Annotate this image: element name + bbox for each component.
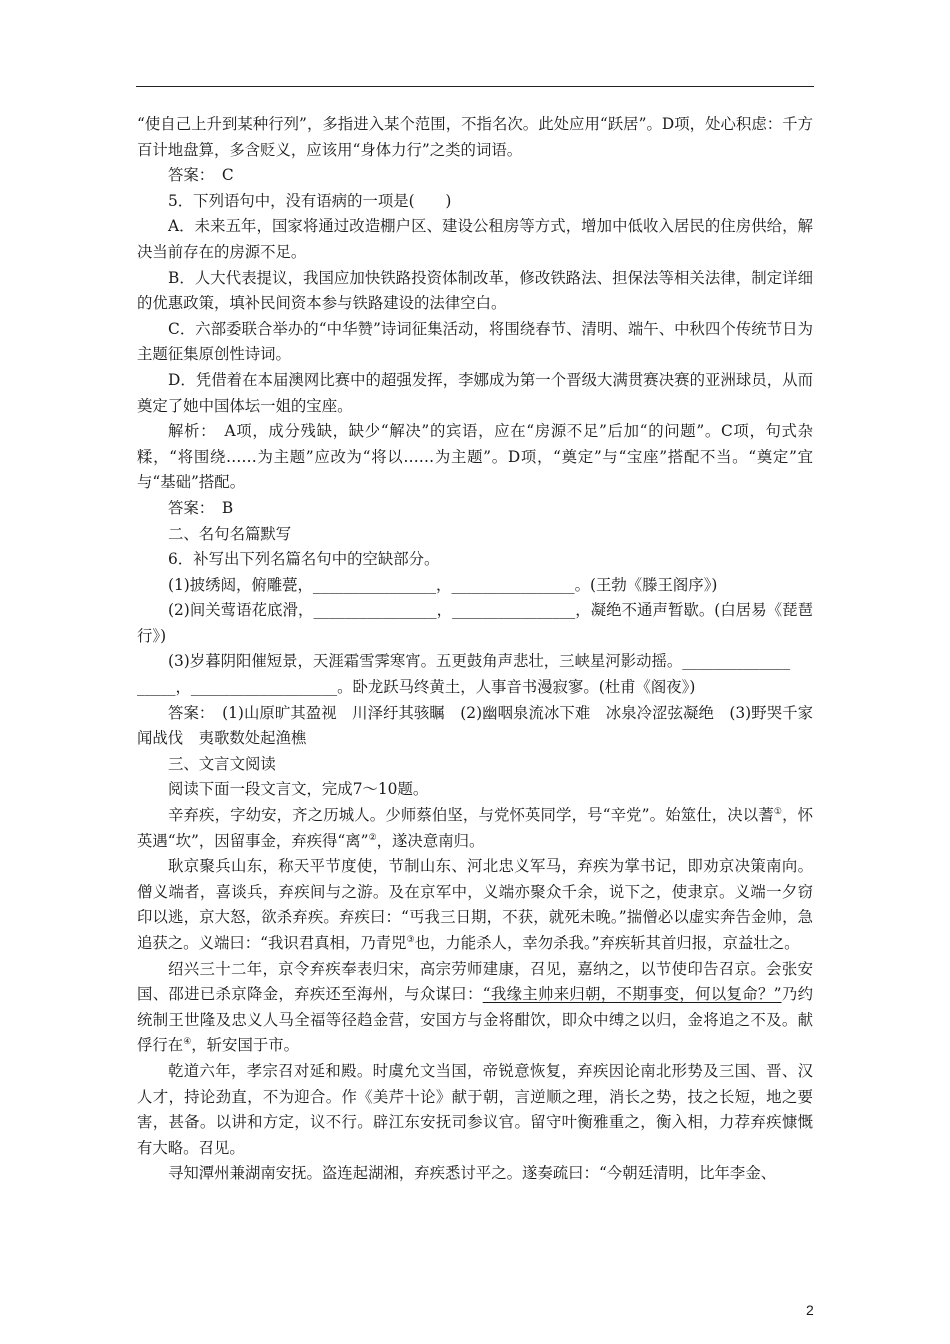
passage-paragraph-1 — [137, 803, 813, 854]
passage-paragraph-4: 乾道六年，孝宗召对延和殿。时虞允文当国，帝锐意恢复，弃疾因论南北形势及三国、晋、汉人才，持论劲直，不为迎合。作《美芹十论》献于朝，言逆顺之理，消长之势，技之长短，地之要害，甚备。以讲和方定，议不行。辟江东安抚司参议官。留守叶衡雅重之，衡入相，力荐弃疾慷慨有大略。召见。 — [137, 1061, 813, 1157]
underlined-sentence: “我缘主帅来归朝，不期事变，何以复命？” — [482, 985, 782, 1004]
passage-text: 耿京聚兵山东，称天平节度使，节制山东、河北忠义军马，弃疾为掌书记，即劝京决策南向。僧义端者，喜谈兵，弃疾间与之游。及在京军中，义端亦聚众千余，说下之，使隶京。义端一夕窃印以逃，京大怒，欲杀弃疾。弃疾曰：“丐我三日期，不获，就死未晚。”揣僧必以虚实奔告金帅，急追获之。义端曰：“我识君真相，乃青兕 — [137, 857, 813, 952]
passage-text: 绍兴三十二年，京令弃疾奉表归宋，高宗劳师建康，召见，嘉纳之，以节使印告召京。会张安国、邵进已杀京降金，弃疾还至海州，与众谋曰： — [137, 959, 813, 1004]
footnote-marker: ① — [773, 806, 783, 817]
passage-text: 也，力能杀人，幸勿杀我。”弃疾斩其首归报，京益壮之。 — [414, 934, 800, 952]
q5-option-b: B．人大代表提议，我国应加快铁路投资体制改革，修改铁路法、担保法等相关法律，制定详细的优惠政策，填补民间资本参与铁路建设的法律空白。 — [137, 268, 813, 313]
footnote-marker: ④ — [183, 1037, 192, 1048]
reading-instruction: 阅读下面一段文言文，完成7～10题。 — [168, 780, 429, 799]
q5-option-c: C．六部委联合举办的“中华赞”诗词征集活动，将围绕春节、清明、端午、中秋四个传统节日为主题征集原创性诗词。 — [137, 319, 813, 364]
footnote-marker: ② — [368, 832, 377, 843]
q5-analysis: 解析： A项，成分残缺，缺少“解决”的宾语，应在“房源不足”后加“的问题”。C项，句式杂糅，“将围绕……为主题”应改为“将以……为主题”。D项，“奠定”与“宝座”搭配不当。“奠定”宜与“基础”搭配。 — [137, 422, 813, 492]
q5-option-d: D．凭借着在本届澳网比赛中的超强发挥，李娜成为第一个晋级大满贯赛决赛的亚洲球员，从而奠定了她中国体坛一姐的宝座。 — [137, 370, 813, 415]
passage-text: ，遂决意南归。 — [376, 831, 485, 850]
footnote-marker: ③ — [406, 934, 415, 945]
passage-text: 乃约统制王世隆及忠义人马全福等径趋金营，安国方与金将酣饮，即众中缚之以归，金将追之不及。献俘行在 — [137, 985, 813, 1055]
passage-text: ，怀英遇“坎”，因留事金，弃疾得“离” — [137, 806, 813, 850]
q6-answer: 答案： (1)山原旷其盈视 川泽纡其骇瞩 (2)幽咽泉流冰下难 冰泉冷涩弦凝绝 (3)野哭千家闻战伐 夷歌数处起渔樵 — [137, 703, 813, 748]
passage-paragraph-3 — [137, 957, 813, 1059]
page-number: 2 — [806, 1302, 814, 1318]
q6-item-3a: (3)岁暮阴阳催短景，天涯霜雪霁寒宵。五更鼓角声悲壮，三峡星河影动摇。______________ — [168, 652, 791, 671]
document-body — [137, 112, 813, 1187]
q6-item-1: (1)披绣闼，俯雕甍，________________，________________。(王勃《滕王阁序》) — [168, 575, 718, 594]
passage-text: ，斩安国于市。 — [191, 1036, 300, 1055]
section-2-title: 二、名句名篇默写 — [168, 524, 292, 543]
q6-item-3b: _____，___________________。卧龙跃马终黄土，人事音书漫寂寥。(杜甫《阁夜》) — [137, 678, 696, 697]
q4-answer: 答案： C — [168, 166, 234, 185]
header-rule — [136, 86, 814, 87]
q5-answer: 答案： B — [168, 498, 234, 517]
q5-option-a: A．未来五年，国家将通过改造棚户区、建设公租房等方式，增加中低收入居民的住房供给，解决当前存在的房源不足。 — [137, 217, 813, 261]
passage-paragraph-5: 寻知潭州兼湖南安抚。盗连起湖湘，弃疾悉讨平之。遂奏疏曰：“今朝廷清明，比年李金、 — [168, 1164, 777, 1183]
q6-item-2: (2)间关莺语花底滑，________________，________________，凝绝不通声暂歇。(白居易《琵琶行》) — [137, 601, 813, 645]
section-3-title: 三、文言文阅读 — [168, 754, 276, 773]
passage-paragraph-2 — [137, 854, 813, 956]
passage-text: 辛弃疾，字幼安，齐之历城人。少师蔡伯坚，与党怀英同学，号“辛党”。始筮仕，决以蓍 — [168, 806, 774, 825]
q6-stem: 6．补写出下列名篇名句中的空缺部分。 — [168, 550, 440, 569]
q4-explanation-tail: “使自己上升到某种行列”，多指进入某个范围，不指名次。此处应用“跃居”。D项，处心积虑：千方百计地盘算，多含贬义，应该用“身体力行”之类的词语。 — [137, 115, 813, 159]
q5-stem: 5．下列语句中，没有语病的一项是( ) — [168, 191, 452, 210]
